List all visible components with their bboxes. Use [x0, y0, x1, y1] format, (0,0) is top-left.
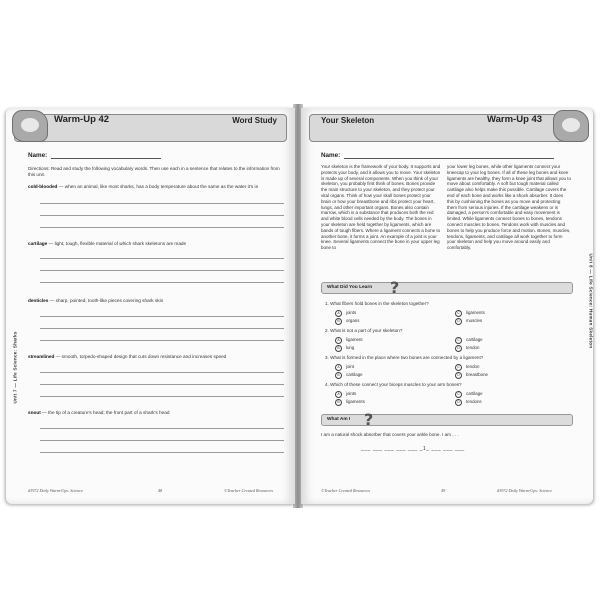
term-snout: snout — the tip of a creature's head; the front part of a shark's head [28, 410, 170, 415]
answer-option[interactable]: C cartilage [455, 337, 483, 344]
writing-line[interactable] [40, 340, 284, 341]
question-2: 2. What is not a part of your skeleton? [325, 328, 403, 333]
right-footer-publisher: ©Teacher Created Resources [321, 488, 371, 493]
right-unit-side-label: Unit 8 — Life Science: Human Skeleton [588, 253, 593, 349]
answer-option[interactable]: B lung [335, 345, 354, 352]
left-warmup-title: Warm-Up 42 [54, 114, 110, 125]
writing-line[interactable] [40, 316, 284, 317]
name-label: Name: [28, 152, 48, 159]
name-label: Name: [321, 152, 341, 159]
right-name-row [321, 152, 554, 159]
name-line[interactable] [344, 152, 554, 159]
writing-line[interactable] [40, 428, 284, 429]
left-page [6, 108, 295, 504]
right-warmup-title: Warm-Up 43 [487, 114, 543, 125]
term-streamlined: streamlined — smooth, torpedo-shaped design that cuts down resistance and increases speed [28, 354, 227, 359]
writing-line[interactable] [40, 328, 284, 329]
riddle-text: I am a natural shock absorber that covers your ankle bone. I am . . . [321, 432, 459, 437]
question-4: 4. Which of these connect your biceps muscles to your arm bones? [325, 382, 462, 387]
left-unit-side-label: Unit 7 — Life Science: Sharks [12, 331, 18, 404]
directions-text: Directions: Read and study the following vocabulary words. Then use each in a sentence that relates to the information from this unit. [28, 166, 280, 177]
left-footer-publisher: ©Teacher Created Resources [224, 488, 274, 493]
term-denticles: denticles — sharp, pointed, tooth-like pieces covering shark skin [28, 298, 164, 303]
answer-option[interactable]: B organs [335, 318, 359, 325]
answer-blanks[interactable]: ___ ___ ___ ___ ___ _1_ ___ ___ ___ [361, 446, 465, 452]
left-footer-book: #3972 Daily Warm-Ups: Science [28, 488, 84, 493]
answer-option[interactable]: D breastbone [455, 372, 488, 379]
left-name-row [28, 152, 161, 159]
answer-option[interactable]: B cartilage [335, 372, 363, 379]
term-cold-blooded: cold-blooded — when an animal, like most sharks, has a body temperature about the same as the water it's in [28, 184, 259, 189]
question-mark-icon: ? [390, 278, 400, 297]
writing-line[interactable] [40, 440, 284, 441]
writing-line[interactable] [40, 270, 284, 271]
term-cartilage: cartilage — light, tough, flexible material of which shark skeletons are made [28, 241, 187, 246]
question-1: 1. What fibers hold bones in the skeleton together? [325, 301, 429, 306]
answer-option[interactable]: D muscles [455, 318, 482, 325]
left-section-title: Word Study [232, 116, 277, 125]
right-section-title: Your Skeleton [321, 116, 375, 125]
reading-column-1: Your skeleton is the framework of your body. It supports and protects your body, and it allows you to move. Your skeleton is made up of several components. When you think of your skeleton, you probably first think of bones. Bones provide the main structure to your skeleton, and they protect your vital organs. Think of how your skull bones protect your brain or how your breastbone and ribs protect your heart, lungs, and other important organs. Bones also contain marrow, which is a substance that produces both the red and white blood cells needed by the body. The bones in your skeleton are held together by ligaments, which are bands of tough fibers. Where a ligament connects a bone to another bone, it forms a joint. An example of a joint is your knee. Several ligaments connect the bone in your upper leg bone to [321, 164, 441, 251]
writing-line[interactable] [40, 396, 284, 397]
answer-option[interactable]: C ligaments [455, 310, 485, 317]
writing-line[interactable] [40, 227, 284, 228]
answer-option[interactable]: D tendons [455, 399, 482, 406]
answer-option[interactable]: C cartilage [455, 391, 483, 398]
right-page [301, 108, 593, 504]
what-did-you-learn-banner: What Did You Learn ? [321, 282, 573, 294]
right-footer-page-number: 49 [441, 488, 446, 493]
what-am-i-banner: What Am I ? [321, 414, 573, 426]
writing-line[interactable] [40, 215, 284, 216]
answer-option[interactable]: A joint [335, 364, 354, 371]
left-footer-page-number: 48 [158, 488, 163, 493]
reading-column-2: your lower leg bones, while other ligaments connect your kneecap to your leg bones. If all of these leg bones and knee ligaments are healthy, they form a knee joint that allows you to move about comfortably. A soft but tough material called cartilage also helps make this possible. Cartilage covers the end of each bone and works like a shock absorber. It does this by cushioning the bones as you move and protecting them from serious injuries. If the cartilage weakens or is damaged, a person's comfortable and easy movement is limited. While ligaments connect bones to bones, tendons connect muscles to bones. Tendons work with muscles and bones to help you produce force and motion. Bones, muscles, tendons, ligaments, and cartilage all work together to form your skeleton and help you move around easily and comfortably. [447, 164, 571, 251]
name-line[interactable] [51, 152, 161, 159]
question-3: 3. What is formed in the place where two bones are connected by a ligament? [325, 355, 484, 360]
writing-line[interactable] [40, 372, 284, 373]
answer-option[interactable]: A joints [335, 310, 356, 317]
writing-line[interactable] [40, 203, 284, 204]
question-mark-icon: ? [364, 410, 374, 429]
writing-line[interactable] [40, 384, 284, 385]
shark-clipart-icon [12, 110, 48, 142]
skeleton-clipart-icon [553, 110, 589, 142]
writing-line[interactable] [40, 452, 284, 453]
writing-line[interactable] [40, 258, 284, 259]
answer-option[interactable]: D tendon [455, 345, 479, 352]
right-footer-book: #3972 Daily Warm-Ups: Science [497, 488, 553, 493]
answer-option[interactable]: A ligament [335, 337, 363, 344]
answer-option[interactable]: A joints [335, 391, 356, 398]
answer-option[interactable]: C tendon [455, 364, 479, 371]
answer-option[interactable]: B ligaments [335, 399, 365, 406]
writing-line[interactable] [40, 282, 284, 283]
